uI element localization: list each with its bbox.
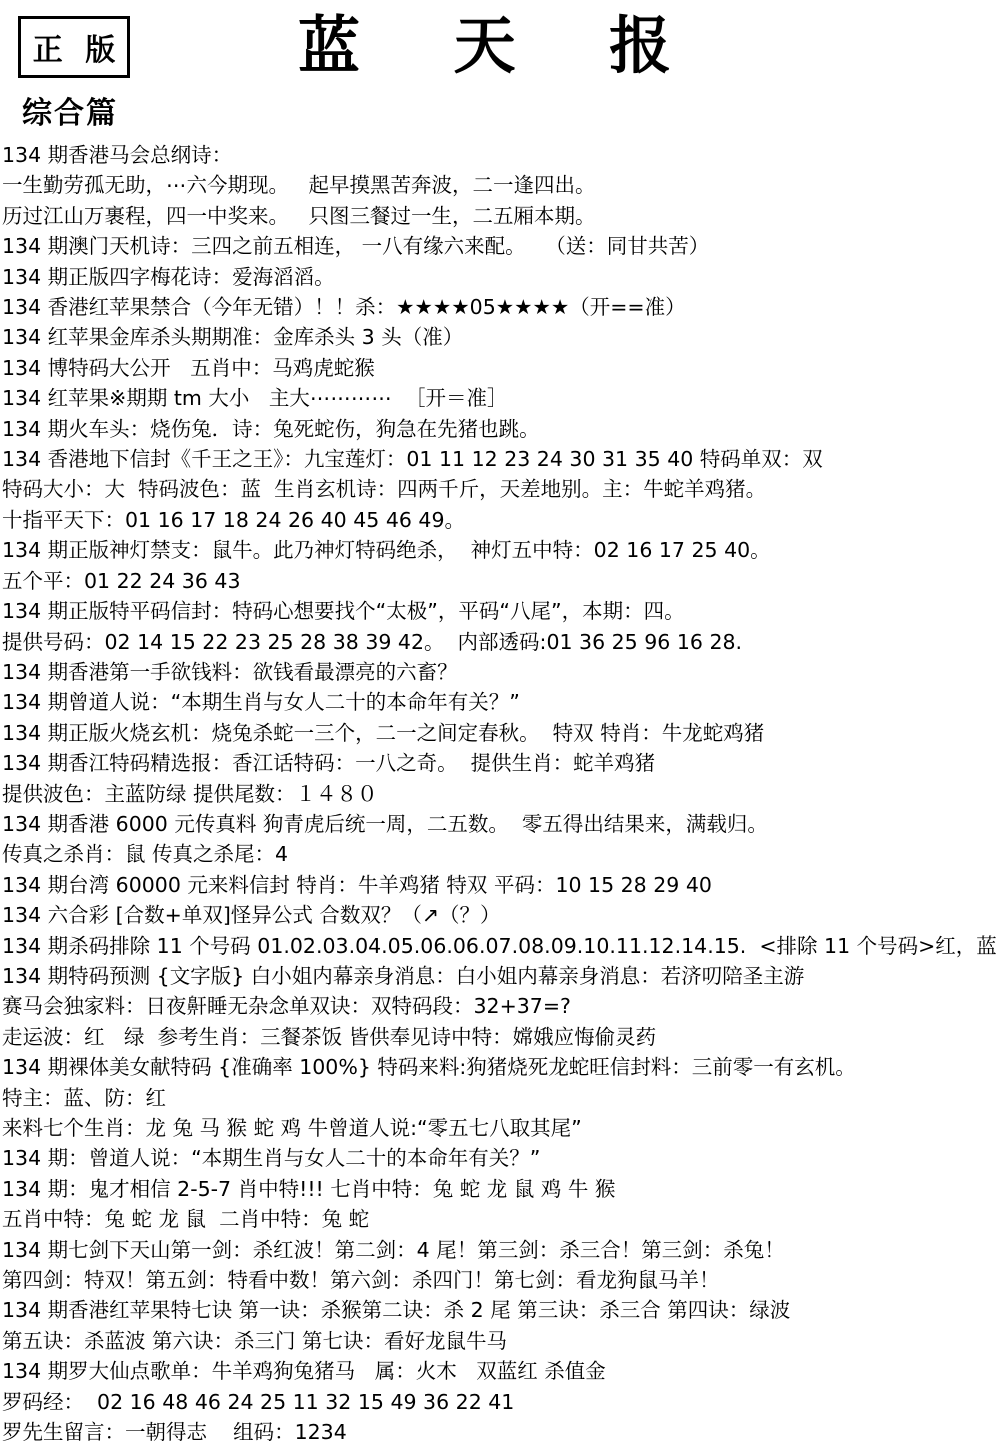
- article-line: 提供号码：02 14 15 22 23 25 28 38 39 42。 内部透码:01 36 25 96 16 28.: [2, 629, 743, 654]
- article-line: 134 六合彩 [合数+单双]怪异公式 合数双？（↗（？）: [2, 903, 501, 928]
- article-line: 赛马会独家料：日夜鼾睡无杂念单双诀：双特码段：32+37=?: [2, 994, 571, 1019]
- article-line: 走运波：红 绿 参考生肖：三餐茶饭 皆供奉见诗中特：嫦娥应悔偷灵药: [2, 1024, 657, 1049]
- article-line: 134 期澳门天机诗：三四之前五相连， 一八有缘六来配。 （送：同甘共苦）: [2, 234, 710, 259]
- article-line: 134 期香港马会总纲诗：: [2, 143, 233, 167]
- article-line: 134 期：曾道人说：“本期生肖与女人二十的本命年有关？”: [2, 1146, 541, 1171]
- section-subtitle: 综合篇: [22, 96, 118, 131]
- article-line: 134 期正版神灯禁支：鼠牛。此乃神灯特码绝杀， 神灯五中特：02 16 17 25 40。: [2, 538, 771, 563]
- article-line: 134 期特码预测 {文字版} 白小姐内幕亲身消息：白小姐内幕亲身消息：若济叨陪圣主游: [2, 963, 805, 988]
- article-line: 特码大小：大 特码波色：蓝 生肖玄机诗：四两千斤，天差地别。主：牛蛇羊鸡猪。: [2, 477, 767, 502]
- article-line: 第四剑：特双！第五剑：特看中数！第六剑：杀四门！第七剑：看龙狗鼠马羊！: [2, 1268, 720, 1293]
- article-line: 134 期香江特码精选报：香江话特码：一八之奇。 提供生肖：蛇羊鸡猪: [2, 751, 656, 776]
- article-line: 特主：蓝、防：红: [2, 1085, 166, 1110]
- article-line: 134 期香港红苹果特七诀 第一诀：杀猴第二诀：杀 2 尾 第三诀：杀三合 第四诀：绿波: [2, 1298, 791, 1323]
- article-line: 罗码经： 02 16 48 46 24 25 11 32 15 49 36 22 41: [2, 1389, 515, 1414]
- article-line: 134 期曾道人说：“本期生肖与女人二十的本命年有关？”: [2, 690, 520, 715]
- page-title: 蓝 天 报: [298, 9, 708, 82]
- article-line: 134 香港红苹果禁合（今年无错）！！杀：★★★★05★★★★（开==准）: [2, 295, 686, 320]
- article-line: 一生勤劳孤无助，⋯六今期现。 起早摸黑苦奔波，二一逢四出。: [2, 173, 596, 198]
- article-body: [0, 140, 1008, 1447]
- article-line: 134 期罗大仙点歌单：牛羊鸡狗兔猪马 属：火木 双蓝红 杀值金: [2, 1359, 606, 1384]
- article-line: 134 期香港 6000 元传真料 狗青虎后统一周，二五数。 零五得出结果来，满载归。: [2, 811, 768, 836]
- page-header: [0, 0, 1008, 92]
- article-line: 134 期台湾 60000 元来料信封 特肖：牛羊鸡猪 特双 平码：10 15 28 29 40: [2, 872, 712, 897]
- article-line: 来料七个生肖：龙 兔 马 猴 蛇 鸡 牛曾道人说:“零五七八取其尾”: [2, 1116, 582, 1140]
- article-line: 134 红苹果※期期 tm 大小 主大⋯⋯⋯⋯ ［开＝准］: [2, 386, 508, 411]
- article-line: 134 红苹果金库杀头期期准：金库杀头 3 头（准）: [2, 325, 464, 350]
- edition-badge: 正 版: [18, 16, 130, 78]
- article-line: 罗先生留言：一朝得志 组码：1234: [2, 1420, 347, 1445]
- article-line: 134 期正版火烧玄机：烧兔杀蛇一三个，二一之间定春秋。 特双 特肖：牛龙蛇鸡猪: [2, 720, 765, 745]
- article-line: 传真之杀肖：鼠 传真之杀尾：4: [2, 842, 289, 867]
- article-line: 134 期正版特平码信封：特码心想要找个“太极”，平码“八尾”，本期：四。: [2, 599, 685, 624]
- article-line: 历过江山万裹程，四一中奖来。 只图三餐过一生，二五厢本期。: [2, 203, 596, 228]
- article-line: 134 期火车头：烧伤兔．诗：兔死蛇伤，狗急在先猪也跳。: [2, 416, 540, 441]
- article-line: 134 期裸体美女献特码 {准确率 100%} 特码来料:狗猪烧死龙蛇旺信封料：三前零一有玄机。: [2, 1055, 856, 1080]
- article-line: 134 期香港第一手欲钱料：欲钱看最漂亮的六畜？: [2, 659, 458, 684]
- article-line: 134 期七剑下天山第一剑：杀红波！第二剑：4 尾！第三剑：杀三合！第三剑：杀兔！: [2, 1237, 785, 1262]
- article-line: 五肖中特：兔 蛇 龙 鼠 二肖中特：兔 蛇: [2, 1207, 370, 1232]
- article-line: 134 博特码大公开 五肖中：马鸡虎蛇猴: [2, 355, 375, 380]
- article-line: 134 期杀码排除 11 个号码 01.02.03.04.05.06.06.07.08.09.10.11.12.14.15. <排除 11 个号码>红，蓝: [2, 933, 997, 958]
- article-line: 五个平：01 22 24 36 43: [2, 568, 241, 593]
- article-line: 134 期正版四字梅花诗：爱海滔滔。: [2, 264, 335, 289]
- article-line: 134 期：鬼才相信 2-5-7 肖中特!!! 七肖中特：兔 蛇 龙 鼠 鸡 牛 猴: [2, 1176, 616, 1201]
- article-line: 第五诀：杀蓝波 第六诀：杀三门 第七诀：看好龙鼠牛马: [2, 1328, 508, 1353]
- article-line: 134 香港地下信封《千王之王》：九宝莲灯：01 11 12 23 24 30 31 35 40 特码单双：双: [2, 447, 823, 472]
- article-line: 提供波色：主蓝防绿 提供尾数：１４８０: [2, 781, 378, 806]
- article-line: 十指平天下：01 16 17 18 24 26 40 45 46 49。: [2, 507, 466, 532]
